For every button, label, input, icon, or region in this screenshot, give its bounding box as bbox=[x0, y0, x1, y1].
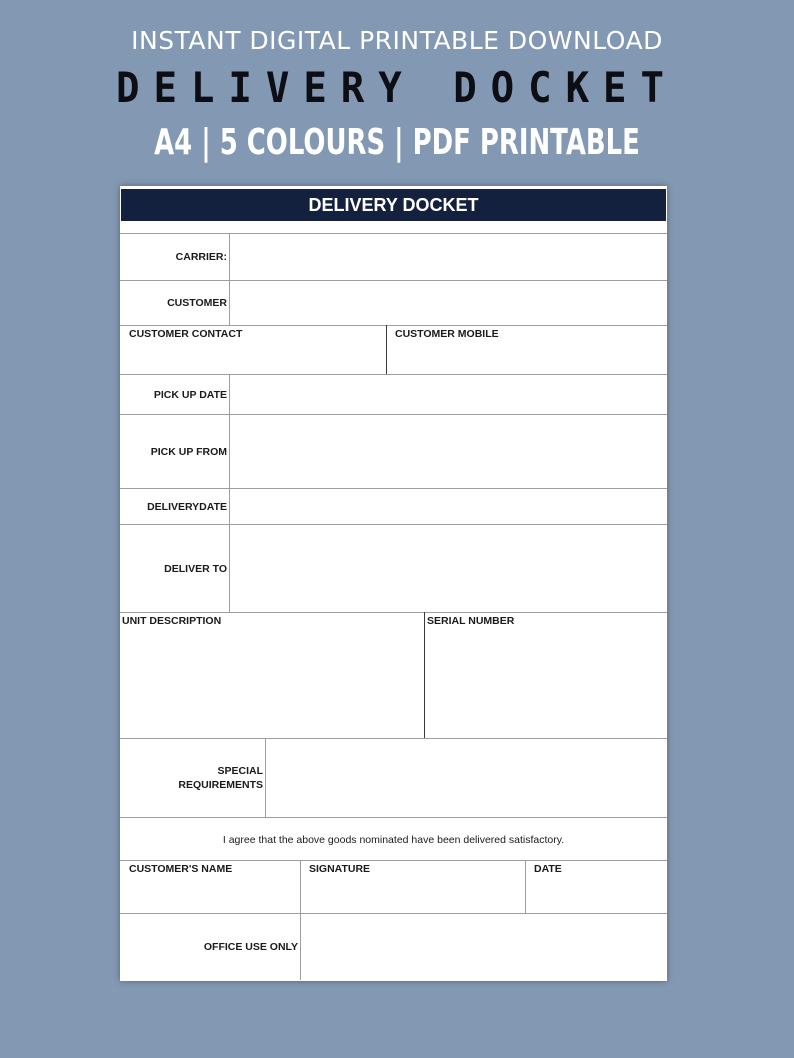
special-requirements-label-line2: REQUIREMENTS bbox=[178, 779, 263, 791]
deliver-to-label: DELIVER TO bbox=[164, 563, 227, 575]
pick-up-date-field[interactable] bbox=[230, 375, 667, 414]
customer-mobile-field[interactable] bbox=[387, 326, 667, 374]
signature-field[interactable] bbox=[301, 861, 525, 913]
office-use-only-label: OFFICE USE ONLY bbox=[203, 941, 298, 953]
unit-description-field[interactable] bbox=[120, 613, 424, 738]
banner-title: DELIVERY DOCKET bbox=[115, 63, 678, 112]
form-title: DELIVERY DOCKET bbox=[121, 189, 666, 221]
delivery-date-label: DELIVERYDATE bbox=[147, 501, 227, 513]
banner-specs: A4 | 5 COLOURS | PDF PRINTABLE bbox=[154, 122, 640, 163]
delivery-docket-form bbox=[120, 186, 667, 981]
delivery-date-field[interactable] bbox=[230, 489, 667, 524]
customers-name-field[interactable] bbox=[120, 861, 300, 913]
carrier-label: CARRIER: bbox=[175, 251, 227, 263]
date-label: DATE bbox=[534, 863, 562, 875]
banner-subtitle: INSTANT DIGITAL PRINTABLE DOWNLOAD bbox=[131, 26, 663, 55]
customer-field[interactable] bbox=[230, 281, 667, 325]
pick-up-from-label: PICK UP FROM bbox=[150, 446, 227, 458]
carrier-field[interactable] bbox=[230, 234, 667, 280]
special-requirements-label-line1: SPECIAL bbox=[217, 765, 263, 777]
serial-number-label: SERIAL NUMBER bbox=[427, 615, 515, 627]
pick-up-date-label: PICK UP DATE bbox=[153, 389, 227, 401]
deliver-to-field[interactable] bbox=[230, 525, 667, 612]
signature-label: SIGNATURE bbox=[309, 863, 371, 875]
date-field[interactable] bbox=[526, 861, 667, 913]
pick-up-from-field[interactable] bbox=[230, 415, 667, 488]
unit-description-label: UNIT DESCRIPTION bbox=[122, 615, 222, 627]
customers-name-label: CUSTOMER'S NAME bbox=[129, 863, 233, 875]
customer-label: CUSTOMER bbox=[167, 297, 227, 309]
customer-contact-field[interactable] bbox=[120, 326, 386, 374]
agreement-statement: I agree that the above goods nominated have been delivered satisfactory. bbox=[222, 834, 565, 846]
office-use-only-field[interactable] bbox=[301, 914, 667, 980]
serial-number-field[interactable] bbox=[425, 613, 667, 738]
rule bbox=[120, 817, 667, 818]
customer-mobile-label: CUSTOMER MOBILE bbox=[395, 328, 499, 340]
special-requirements-field[interactable] bbox=[266, 739, 667, 817]
customer-contact-label: CUSTOMER CONTACT bbox=[129, 328, 243, 340]
